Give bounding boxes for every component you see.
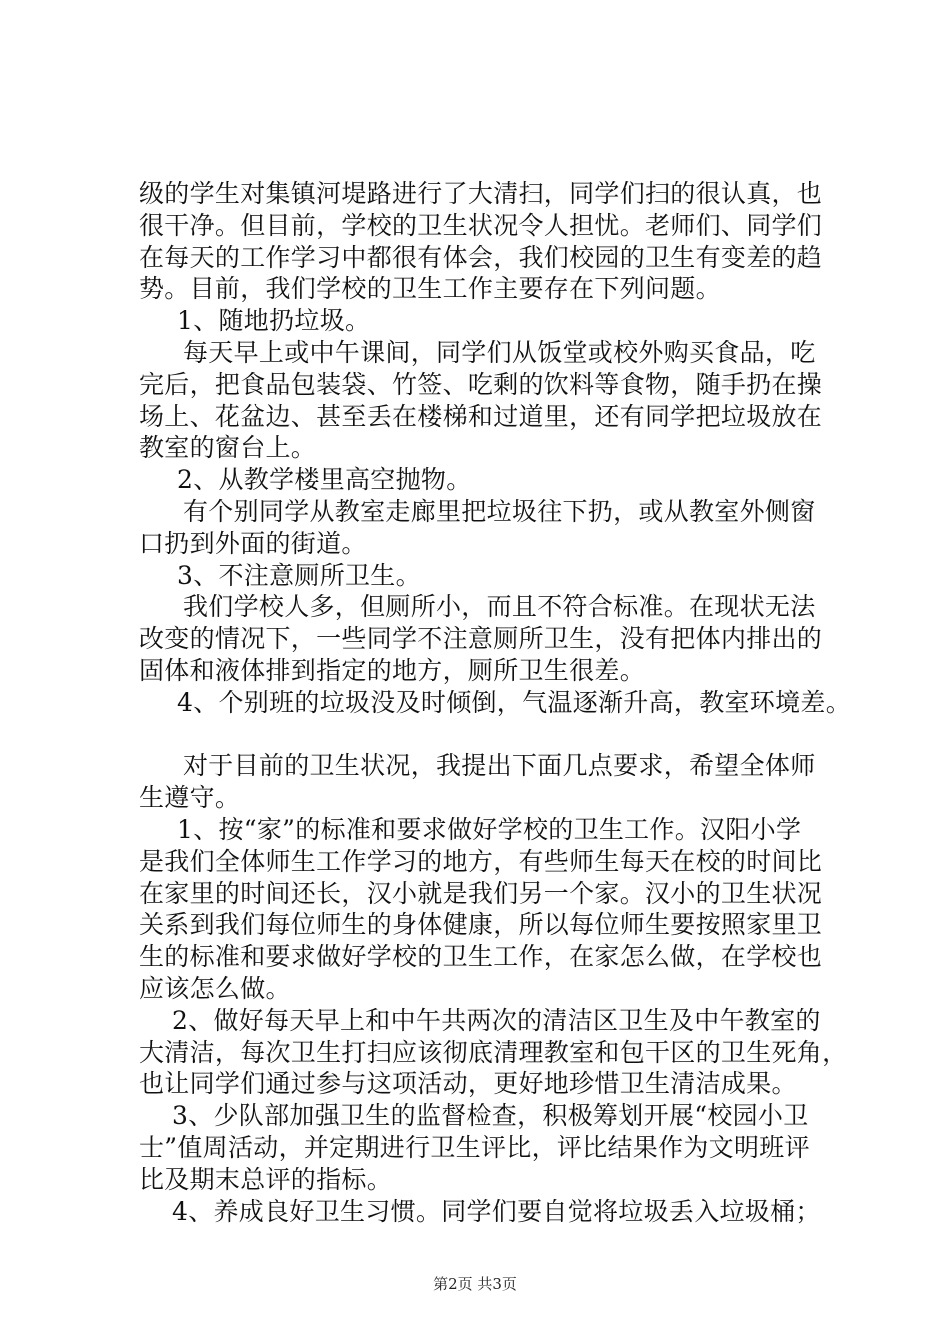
document-body — [139, 178, 859, 1227]
text-line: 固体和液体排到指定的地方，厕所卫生很差。 — [139, 655, 646, 685]
text-line: 在每天的工作学习中都很有体会，我们校园的卫生有变差的趋 — [139, 242, 823, 272]
text-line: 2、做好每天早上和中午共两次的清洁区卫生及中午教室的 — [172, 1005, 821, 1035]
text-line: 对于目前的卫生状况，我提出下面几点要求，希望全体师 — [183, 751, 816, 781]
text-line: 3、少队部加强卫生的监督检查，积极筹划开展“校园小卫 — [172, 1101, 809, 1131]
text-line: 口扔到外面的街道。 — [139, 528, 367, 558]
text-line: 我们学校人多，但厕所小，而且不符合标准。在现状无法 — [183, 592, 816, 622]
text-line: 在家里的时间还长，汉小就是我们另一个家。汉小的卫生状况 — [139, 878, 823, 908]
text-line: 生的标准和要求做好学校的卫生工作，在家怎么做，在学校也 — [139, 942, 823, 972]
page-number-footer: 第2页 共3页 — [433, 1275, 517, 1293]
text-line: 也让同学们通过参与这项活动，更好地珍惜卫生清洁成果。 — [139, 1069, 797, 1099]
text-line: 改变的情况下，一些同学不注意厕所卫生，没有把体内排出的 — [139, 624, 823, 654]
text-line: 士”值周活动，并定期进行卫生评比，评比结果作为文明班评 — [139, 1132, 810, 1162]
text-line: 生遵守。 — [139, 783, 241, 813]
text-line: 有个别同学从教室走廊里把垃圾往下扔，或从教室外侧窗 — [183, 496, 816, 526]
text-line: 很干净。但目前，学校的卫生状况令人担忧。老师们、同学们 — [139, 210, 823, 240]
text-line: 大清洁，每次卫生打扫应该彻底清理教室和包干区的卫生死角， — [139, 1037, 848, 1067]
blank-line — [139, 719, 859, 751]
text-line: 比及期末总评的指标。 — [139, 1164, 393, 1194]
text-line: 完后，把食品包装袋、竹签、吃剩的饮料等食物，随手扔在操 — [139, 369, 823, 399]
text-line: 关系到我们每位师生的身体健康，所以每位师生要按照家里卫 — [139, 910, 823, 940]
text-line: 每天早上或中午课间，同学们从饭堂或校外购买食品，吃 — [183, 337, 816, 367]
text-line: 级的学生对集镇河堤路进行了大清扫，同学们扫的很认真，也 — [139, 179, 823, 208]
text-line: 4、个别班的垃圾没及时倾倒，气温逐渐升高，教室环境差。 — [177, 687, 852, 717]
text-line: 1、按“家”的标准和要求做好学校的卫生工作。汉阳小学 — [177, 814, 802, 844]
text-line: 4、养成良好卫生习惯。同学们要自觉将垃圾丢入垃圾桶； — [172, 1196, 821, 1226]
text-line: 教室的窗台上。 — [139, 433, 317, 463]
text-line: 3、不注意厕所卫生。 — [177, 560, 421, 590]
text-line: 1、随地扔垃圾。 — [177, 306, 371, 336]
text-line: 是我们全体师生工作学习的地方，有些师生每天在校的时间比 — [139, 846, 823, 876]
text-line: 场上、花盆边、甚至丢在楼梯和过道里，还有同学把垃圾放在 — [139, 401, 823, 431]
text-line: 应该怎么做。 — [139, 973, 291, 1003]
text-line: 2、从教学楼里高空抛物。 — [177, 465, 472, 495]
text-line: 势。目前，我们学校的卫生工作主要存在下列问题。 — [139, 274, 721, 304]
